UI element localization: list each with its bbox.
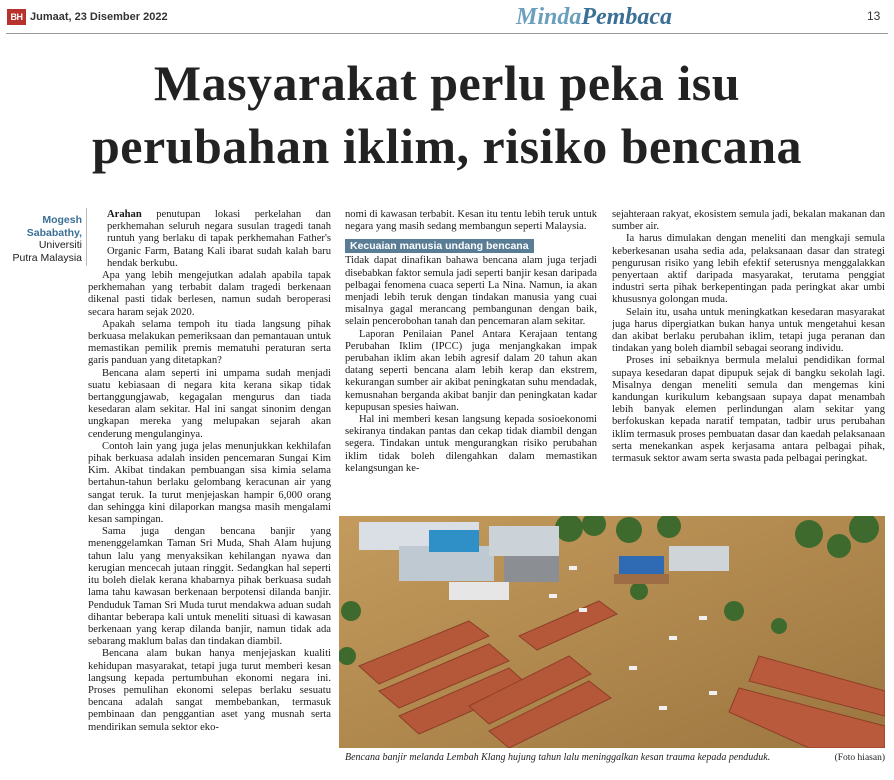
author-byline [4, 214, 82, 264]
paragraph: Selain itu, usaha untuk meningkatkan kesedaran masyarakat juga harus dipergiatkan bukan hanya untuk mengetahui kesan dan akibat berlaku perubahan iklim, tetapi juga peranan dan tindakan yang boleh diambil sebagai seorang individu. [612, 306, 885, 355]
paragraph: Apa yang lebih mengejutkan adalah apabila tapak perkhemahan yang terbabit dalam tragedi berkenaan dikenal pasti tidak berlesen, namun sudah beroperasi secara haram sejak 2020. [88, 270, 331, 318]
article-column-2 [345, 209, 597, 511]
issue-date: Jumaat, 23 Disember 2022 [30, 11, 168, 23]
article-column-3 [612, 209, 885, 511]
headline-line-1: Masyarakat perlu peka isu [153, 55, 741, 111]
rubric-minda: Minda [516, 4, 582, 30]
paragraph: Sama juga dengan bencana banjir yang menenggelamkan Taman Sri Muda, Shah Alam hujung tahun lalu yang menyaksikan kehilangan nyawa dan kerugian mencecah jutaan ringgit. Sedangkan hal seperti itu boleh dielak kerana khabarnya pihak berkuasa sudah lama tahu kawasan berkenaan berpotensi dilanda banjir. Penduduk Taman Sri Muda turut mendakwa aduan sudah dihantar beberapa kali untuk meneliti situasi di kawasan berkenaan yang kerap dilanda banjir, namun tidak ada sebarang maklum balas dan tindakan diambil. [88, 526, 331, 648]
section-rubric [516, 4, 672, 31]
headline-line-2: perubahan iklim, risiko bencana [91, 118, 803, 174]
flood-aerial-photo [339, 516, 885, 748]
paragraph: Ia harus dimulakan dengan meneliti dan mengkaji semula keberkesanan usaha sedia ada, pelaksanaan dasar dan strategi pengurusan risiko yang lebih efektif seterusnya menggalakkan penyertaan aktif daripada masyarakat, terutama penggiat industri serta pihak berkepentingan pada peringkat akar umbi khususnya golongan muda. [612, 233, 885, 306]
page-number: 13 [867, 9, 881, 23]
article-column-1 [88, 209, 331, 779]
paragraph: Hal ini memberi kesan langsung kepada sosioekonomi sekiranya tindakan pantas dan cekap tidak diambil dengan segera. Tindakan untuk mengurangkan risiko perubahan iklim tidak boleh dilengahkan dalam memastikan kelangsungan ke- [345, 414, 597, 474]
paragraph: Laporan Penilaian Panel Antara Kerajaan tentang Perubahan Iklim (IPCC) juga menjangkakan impak perubahan iklim akan lebih agresif dalam 20 tahun akan datang seperti bencana alam lebih kerap dan ekstrem, kekurangan sumber air akibat peningkatan suhu mendadak, kemusnahan berganda akibat banjir dan peningkatan kadar kepupusan spesies haiwan. [345, 328, 597, 413]
paragraph: Bencana alam bukan hanya menjejaskan kualiti kehidupan masyarakat, tetapi juga turut memberi kesan langsung kepada pertumbuhan ekonomi negara ini. Proses pemulihan ekonomi selepas berlaku sesuatu bencana adalah sangat membebankan, termasuk pembinaan dan penggantian aset yang musnah serta mendirikan semula sektor eko- [88, 648, 331, 733]
header-rule [6, 33, 888, 34]
paragraph: nomi di kawasan terbabit. Kesan itu tentu lebih teruk untuk negara yang masih sedang membangun seperti Malaysia. [345, 209, 597, 233]
paragraph: Proses ini sebaiknya bermula melalui pendidikan formal supaya kesedaran dapat dipupuk sejak di bangku sekolah lagi. Misalnya dengan meneliti semula dan mengemas kini kandungan kurikulum kebangsaan supaya dapat menambah lebih banyak elemen perlindungan alam sekitar yang berfokuskan kepada naratif tempatan, tadbir urus perubahan iklim termasuk proses pembuatan dasar dan kaedah pelaksanaan serta menekankan aspek kerjasama antara pelbagai pihak, termasuk sektor awam serta swasta pada pelbagai peringkat. [612, 355, 885, 465]
paragraph: Bencana alam seperti ini umpama sudah menjadi suatu kebiasaan di negara kita kerana sikap tidak bertanggungjawab, kegagalan mengurus dan tiada kesedaran alam sekitar. Hal ini sangat sinonim dengan ungkapan mereka yang melupakan sejarah akan cenderung mengulanginya. [88, 367, 331, 440]
article-headline [0, 52, 894, 178]
byline-divider [86, 208, 87, 266]
author-name-2: Sababathy, [26, 226, 82, 239]
page-header [0, 0, 894, 36]
author-affiliation-2: Putra Malaysia [12, 251, 82, 264]
lead-word: Arahan [107, 209, 142, 220]
author-affiliation-1: Universiti [38, 239, 82, 251]
paragraph: Contoh lain yang juga jelas menunjukkan kekhilafan pihak berkuasa adalah insiden pencemaran Sungai Kim Kim. Akibat tindakan pembuangan sisa kimia selama bertahun-tahun berlaku gelombang keracunan air yang sangat teruk. Ia turut menjejaskan hampir 6,000 orang dan sehingga kini dilaporkan mangsa masih mengalami kesan sampingan. [88, 440, 331, 526]
paragraph: sejahteraan rakyat, ekosistem semula jadi, bekalan makanan dan sumber air. [612, 209, 885, 233]
photo-caption [345, 751, 885, 765]
paragraph [88, 209, 331, 270]
photo-credit: (Foto hiasan) [834, 753, 885, 763]
paragraph-text: penutupan lokasi perkelahan dan perkhemahan seluruh negara susulan tragedi tanah runtuh yang berlaku di tapak perkhemahan Father's Organic Farm, Batang Kali ibarat sudah kalah baru hendak berkubu. [107, 209, 331, 269]
author-name-1: Mogesh [42, 214, 82, 226]
paragraph: Tidak dapat dinafikan bahawa bencana alam juga terjadi disebabkan faktor semula jadi seperti banjir kesan daripada pelbagai fenomena cuaca seperti La Nina. Namun, ia akan menjadi lebih teruk dengan tindakan manusia yang cuai misalnya gagal merancang pembangunan dengan baik, selain pencerobohan tanah dan pencemaran alam sekitar. [345, 255, 597, 328]
caption-text: Bencana banjir melanda Lembah Klang hujung tahun lalu meninggalkan kesan trauma kepada penduduk. [345, 752, 771, 763]
section-subhead: Kecuaian manusia undang bencana [345, 239, 534, 253]
bh-logo: BH [7, 9, 26, 25]
paragraph: Apakah selama tempoh itu tiada langsung pihak berkuasa melakukan pemeriksaan dan pemantauan untuk memastikan pemilik premis mematuhi peraturan serta garis panduan yang ditetapkan? [88, 318, 331, 367]
rubric-pembaca: Pembaca [581, 4, 672, 30]
